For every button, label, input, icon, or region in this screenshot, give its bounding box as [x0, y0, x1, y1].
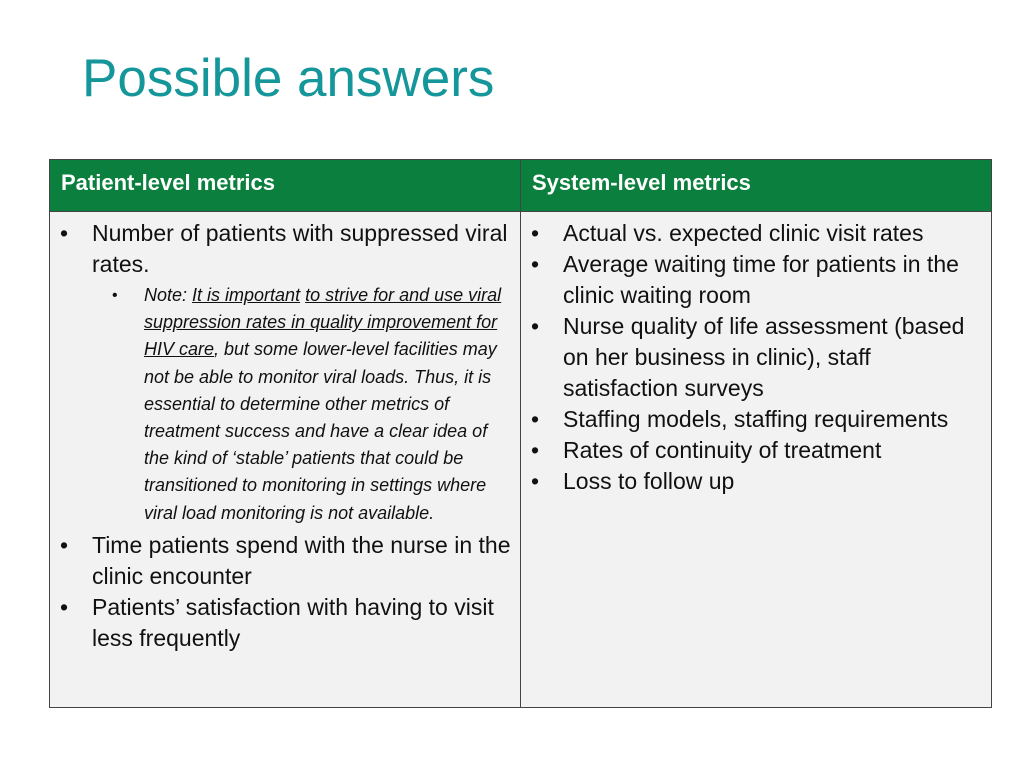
header-system-level: System-level metrics [521, 160, 991, 211]
system-metrics-list [521, 218, 991, 497]
list-item: • Average waiting time for patients in the clinic waiting room [521, 249, 991, 311]
system-metrics-cell [521, 211, 991, 707]
list-item [50, 218, 520, 527]
page-title: Possible answers [82, 49, 495, 108]
note-subitem [112, 282, 514, 527]
list-item: • Time patients spend with the nurse in the clinic encounter [50, 530, 520, 592]
list-item: • Patients’ satisfaction with having to visit less frequently [50, 592, 520, 654]
header-patient-level: Patient-level metrics [50, 160, 521, 211]
list-item: • Actual vs. expected clinic visit rates [521, 218, 991, 249]
list-item-text: Number of patients with suppressed viral rates. [92, 220, 508, 277]
metrics-table [49, 159, 992, 708]
note-underline-2: to strive for and use viral suppression rates in quality improvement for HIV care [144, 285, 502, 360]
bullet-icon: • [112, 287, 118, 304]
patient-metrics-list [50, 218, 520, 654]
list-item: • Nurse quality of life assessment (based on her business in clinic), staff satisfaction surveys [521, 311, 991, 404]
patient-metrics-cell [50, 211, 521, 707]
note-underline-1: It is important [192, 285, 301, 305]
list-item: • Staffing models, staffing requirements [521, 404, 991, 435]
note-prefix: Note: [144, 285, 193, 305]
list-item: • Loss to follow up [521, 466, 991, 497]
list-item: • Rates of continuity of treatment [521, 435, 991, 466]
note-rest: , but some lower-level facilities may not be able to monitor viral loads. Thus, it is essential to determine other metrics of treatment success and have a clear idea of the kind of ‘stable’ patients that could be transitioned to monitoring in settings where viral load monitoring is not available. [144, 339, 497, 523]
